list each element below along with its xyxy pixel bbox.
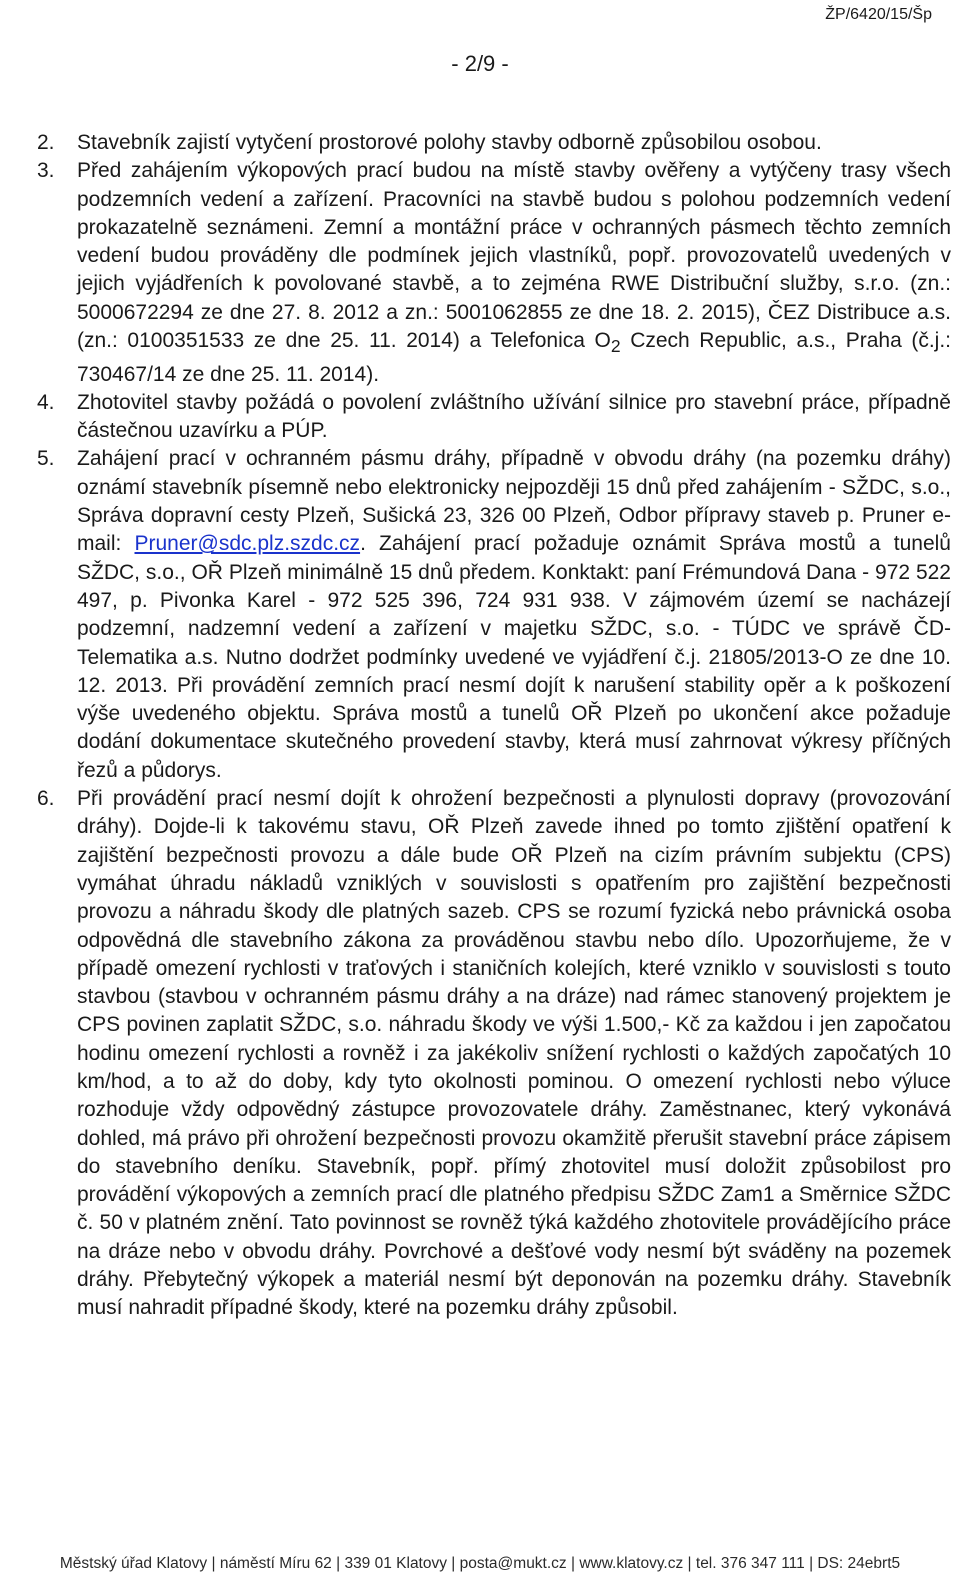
list-item bbox=[37, 445, 951, 785]
page-footer: Městský úřad Klatovy | náměstí Míru 62 | 339 01 Klatovy | posta@mukt.cz | www.klatovy.cz | tel. 376 347 111 | DS: 24ebrt5 bbox=[59, 1555, 901, 1572]
item-text-part: Zahájení prací v ochranném pásmu dráhy, případně v obvodu dráhy (na pozemku dráhy) oznámí stavebník písemně nebo elektronicky nejpozději 15 dnů před zahájením - SŽDC, s.o., Správa dopravní cesty Plzeň, Sušická 23, 326 00 Plzeň, Odbor přípravy staveb p. Pruner e-mail: bbox=[77, 447, 951, 556]
item-text bbox=[77, 157, 951, 389]
item-number: 6. bbox=[37, 787, 55, 811]
document-reference: ŽP/6420/15/Šp bbox=[825, 6, 932, 23]
item-text-part: Před zahájením výkopových prací budou na místě stavby ověřeny a vytýčeny trasy všech podzemních vedení a zařízení. Pracovníci na stavbě budou s polohou podzemních vedení prokazatelně seznámeni. Zemní a montážní práce v ochranných pásmech těchto zemních vedení budou prováděny dle podmínek jejich vlastníků, popř. provozovatelů uvedených v jejich vyjádřeních k povolované stavbě, a to zejména RWE Distribuční služby, s.r.o. (zn.: 5000672294 ze dne 27. 8. 2012 a zn.: 5001062855 ze dne 18. 2. 2015), ČEZ Distribuce a.s. (zn.: 0100351533 ze dne 25. 11. 2014) a Telefonica O bbox=[77, 159, 951, 353]
item-number: 4. bbox=[37, 390, 55, 414]
list-item bbox=[37, 129, 951, 157]
item-text bbox=[77, 445, 951, 785]
conditions-list bbox=[37, 129, 951, 1323]
page-number: - 2/9 - bbox=[451, 51, 509, 76]
email-link[interactable]: Pruner@sdc.plz.szdc.cz bbox=[134, 532, 361, 556]
item-number: 5. bbox=[37, 447, 55, 471]
item-number: 2. bbox=[37, 131, 55, 154]
item-number: 3. bbox=[37, 159, 55, 183]
item-text: Zhotovitel stavby požádá o povolení zvláštního užívání silnice pro stavební práce, případně částečnou uzavírku a PÚP. bbox=[77, 390, 951, 443]
list-item bbox=[37, 389, 951, 446]
list-item bbox=[37, 157, 951, 389]
list-item bbox=[37, 785, 951, 1323]
item-text: Při provádění prací nesmí dojít k ohrožení bezpečnosti a plynulosti dopravy (provozování dráhy). Dojde-li k takovému stavu, OŘ Plzeň zavede ihned po tomto zjištění opatření k zajištění bezpečnosti provozu a dále bude OŘ Plzeň na cizím právním subjektu (CPS) vymáhat úhradu nákladů vzniklých v souvislosti s opatřením pro zajištění bezpečnosti provozu a náhradu škody dle platných sazeb. CPS se rozumí fyzická nebo právnická osoba odpovědná dle stavebního zákona za prováděnou stavbu nebo dílo. Upozorňujeme, že v případě omezení rychlosti v traťových i staničních kolejích, které vzniklo v souvislosti s touto stavbou (stavbou v ochranném pásmu dráhy a na dráze) nad rámec stanovený projektem je CPS povinen zaplatit SŽDC, s.o. náhradu škody ve výši 1.500,- Kč za každou i jen započatou hodinu omezení rychlosti a rovněž i za jakékoliv snížení rychlosti o každých započatých 10 km/hod, a to až do doby, kdy tyto okolnosti pominou. O omezení rychlosti nebo výluce rozhoduje vždy odpovědný zástupce provozovatele dráhy. Zaměstnanec, který vykonává dohled, má právo při ohrožení bezpečnosti provozu okamžitě přerušit stavební práce zápisem do stavebního deníku. Stavebník, popř. přímý zhotovitel musí doložit způsobilost pro provádění výkopových a zemních prací dle platného předpisu SŽDC Zam1 a Směrnice SŽDC č. 50 v platném znění. Tato povinnost se rovněž týká každého zhotovitele provádějícího práce na dráze nebo v obvodu dráhy. Povrchové a dešťové vody nesmí být sváděny na pozemek dráhy. Přebytečný výkopek a materiál nesmí být deponován na pozemku dráhy. Stavebník musí nahradit případné škody, které na pozemku dráhy způsobil. bbox=[77, 787, 951, 1320]
item-text-part: Czech Republic, a.s., Praha (č.j.: 730467/14 ze dne 25. 11. 2014). bbox=[77, 329, 951, 386]
item-text-part: . Zahájení prací požaduje oznámit Správa mostů a tunelů SŽDC, s.o., OŘ Plzeň minimálně 15 dnů předem. Konktakt: paní Frémundová Dana - 972 522 497, p. Pivonka Karel - 972 525 396, 724 931 938. V zájmovém území se nacházejí podzemní, nadzemní vedení a zařízení v majetku SŽDC, s.o. - TÚDC ve správě ČD-Telematika a.s. Nutno dodržet podmínky uvedené ve vyjádření č.j. 21805/2013-O ze dne 10. 12. 2013. Při provádění zemních prací nesmí dojít k narušení stability opěr a k poškození výše uvedeného objektu. Správa mostů a tunelů OŘ Plzeň po ukončení akce požaduje dodání dokumentace skutečného provedení stavby, která musí zahrnovat výkresy příčných řezů a půdorys. bbox=[77, 532, 951, 782]
subscript-two: 2 bbox=[610, 336, 621, 357]
item-text: Stavebník zajistí vytyčení prostorové polohy stavby odborně způsobilou osobou. bbox=[77, 131, 822, 154]
